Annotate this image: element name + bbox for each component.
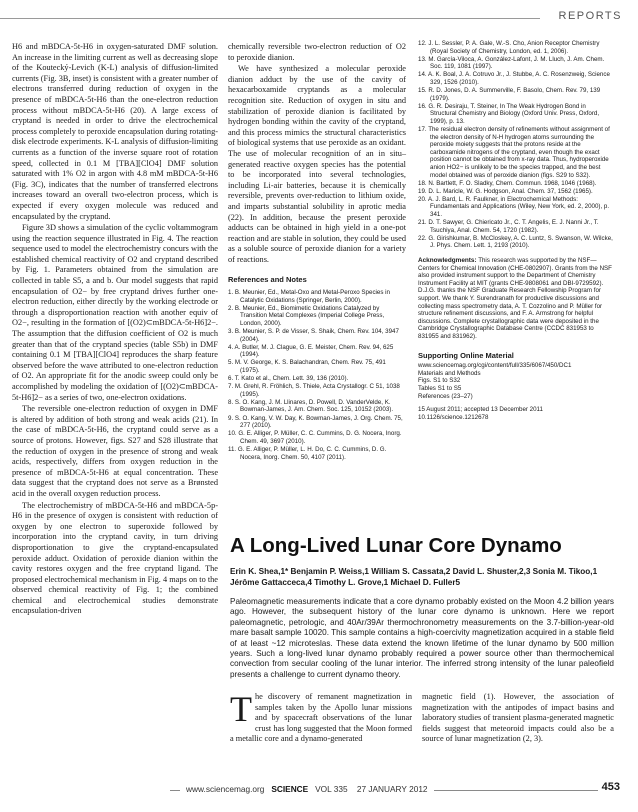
reference-item: 12. J. L. Sessler, P. A. Gale, W.-S. Cho, Anion Receptor Chemistry (Royal Society of Chemistry, London, ed. 1, 2006). — [418, 40, 600, 55]
reference-item: 5. M. V. George, K. S. Balachandran, Chem. Rev. 75, 491 (1975). — [228, 359, 386, 374]
som-list — [418, 362, 614, 400]
header-rule — [0, 18, 540, 19]
footer-url[interactable]: www.sciencemag.org — [186, 784, 265, 794]
som-item: Materials and Methods — [418, 369, 481, 377]
reference-item: 20. A. J. Bard, L. R. Faulkner, in Electrochemical Methods: Fundamentals and Applications (Wiley, New York, ed. 2, 2000), p. 341. — [418, 195, 610, 219]
body-text: he discovery of remanent magnetization in samples taken by the Apollo lunar missions and by spacecraft observations of the lunar crust has long suggested that the Moon formed a metallic core and a dynamo-generated — [230, 692, 412, 744]
reference-item: 18. N. Bartlett, F. O. Sladky, Chem. Commun. 1968, 1046 (1968). — [418, 179, 597, 187]
reference-item: 1. B. Meunier, Ed., Metal-Oxo and Metal-Peroxo Species in Catalytic Oxidations (Springer, Berlin, 2000). — [228, 289, 390, 304]
publication-dates — [418, 406, 614, 422]
received-accepted: 15 August 2011; accepted 13 December 2011 — [418, 406, 543, 414]
reference-item: 15. R. D. Jones, D. A. Summerville, F. Basolo, Chem. Rev. 79, 139 (1979). — [418, 87, 601, 102]
article-title: A Long-Lived Lunar Core Dynamo — [230, 534, 562, 557]
acknowledgments-label: Acknowledgments: — [418, 257, 477, 265]
download-watermark — [623, 160, 637, 620]
body-paragraph: chemically reversible two-electron reduction of O2 to peroxide dianion. — [228, 42, 406, 62]
page-number: 453 — [598, 781, 620, 793]
acknowledgments — [418, 257, 614, 341]
body-paragraph: Figure 3D shows a simulation of the cyclic voltammogram using the reaction sequence illustrated in Fig. 4. The reaction sequence used to model the electrochemistry concurs with the established chemical reactivity of O2 and cryptand described by Fig. 1. Parameters obtained from the simulation are collected in table S5, a and b. Our model suggests that rapid encapsulation of O2− by free cryptand drives further one-electron reduction, either directly by the working electrode or through a disproportionation reaction with another equiv of O2−, resulting in the formation of [(O2)⊂mBDCA-5t-H6]2−. The assumption that the diffusion coefficient of O2 is much greater than that of the cryptand species (table S5b) in DMF containing 0.1 M [TBA][ClO4] reproduces the sharp feature observed before the wave attributed to one-electron reduction of O2. An appropriate fit for the anodic sweep could only be accomplished by modeling the oxidation of [(O2)⊂mBDCA-5t-H6]2− as a series of two, one-electron oxidations. — [12, 223, 218, 402]
page-header — [0, 8, 638, 34]
reference-item: 9. S. O. Kang, V. W. Day, K. Bowman-James, J. Org. Chem. 75, 277 (2010). — [228, 414, 403, 430]
reference-list — [228, 289, 406, 461]
footer-journal: SCIENCE — [271, 784, 309, 794]
reference-item: 10. G. E. Alliger, P. Müller, C. C. Cummins, D. G. Nocera, Inorg. Chem. 49, 3697 (2010). — [228, 430, 402, 445]
body-paragraph: We have synthesized a molecular peroxide dianion adduct by the use of the cavity of hexacarboxamide cryptands as a molecular recognition site. Reduction of oxygen in situ and stabilization of peroxide dianion is facilitated by hydrogen bonding within the cavity of the cryptand, and this process mimics the structural characteristics of biological systems that use peroxide as an oxidant. The use of molecular recognition of an in situ–generated reactive oxygen species has the potential to be incorporated into several technologies, including Li-air batteries, because it is chemically reversible, prevents over-reduction to lithium oxide, and imparts substantial solubility in aprotic media (22). In addition, because the present peroxide adducts can be obtained in high yield in a one-pot reaction and are stable in solution, they could be used as a soluble source of peroxide dianion for a variety of reactions. — [228, 64, 406, 264]
abstract: Paleomagnetic measurements indicate that a core dynamo probably existed on the Moon 4.2 billion years ago. However, the subsequent history of the lunar core dynamo is unknown. Here we report paleomagnetic, petrologic, and 40Ar/39Ar thermochronometry measurements on the 3.7-billion-year-old mare basalt sample 10020. This sample contains a high-coercivity magnetization acquired in a stable field of at least ~12 microteslas. These data extend the known lifetime of the lunar dynamo by 500 million years. Such a long-lived lunar dynamo probably required a power source other than thermochemical convection from secular cooling of the lunar interior. The inferred strong intensity of the lunar paleofield presents a challenge to current dynamo theory. — [230, 597, 614, 679]
reference-item: 21. D. T. Sawyer, G. Chiericato Jr., C. T. Angelis, E. J. Nanni Jr., T. Tsuchiya, Anal. Chem. 54, 1720 (1982). — [418, 219, 599, 234]
reference-item: 2. B. Meunier, Ed., Biomimetic Oxidations Catalyzed by Transition Metal Complexes (Imperial College Press, London, 2000). — [228, 304, 385, 327]
page-footer — [0, 781, 638, 808]
body-paragraph: H6 and mBDCA-5t-H6 in oxygen-saturated DMF solution. An increase in the limiting current as well as decreasing slope of the Koutecký-Levich (K-L) analysis of diffusion-limited currents (Fig. 3B, inset) is consistent with a greater number of electrons transferred during reduction of oxygen in the presence of mBDCA-5t-H6 than the one-electron reduction process without mBDCA-5t-H6 (20). A large excess of cryptand is needed in order to drive the electrochemical process completely to peroxide encapsulation during rotating-disk electrode experiments. K-L analysis of diffusion-limiting currents as a function of the inverse square root of rotation speed, collected in 0.1 M [TBA][ClO4] DMF solution saturated with 1% O2 in argon with 4.8 mM mBDCA-5t-H6 (Fig. 3C), indicates that the number of transferred electrons increases toward an overall two-electron process, which is expected if every oxygen molecule was reduced and encapsulated by the cryptand. — [12, 42, 218, 221]
body-paragraph: The electrochemistry of mBDCA-5t-H6 and mBDCA-5p-H6 in the presence of oxygen is consistent with reduction of oxygen by one electron to superoxide followed by incorporation into the cryptand cavity, in turn driving disproportionation to give the cryptand-encapsulated peroxide adduct. Oxidation of peroxide dianion within the cavity restores oxygen and the free cryptand ligand. The proposed electrochemical mechanism in Fig. 4 maps on to the observed chemical reactivity of Fig. 1; the combined chemical and electrochemical studies demonstrate encapsulation-driven — [12, 500, 218, 616]
footer-date: 27 JANUARY 2012 — [356, 784, 428, 794]
reference-item: 7. M. Grehl, R. Fröhlich, S. Thiele, Acta Crystallogr. C 51, 1038 (1995). — [228, 383, 400, 398]
reference-list — [418, 40, 614, 250]
reference-item: 17. The residual electron density of refinements without assignment of the electron density of N-H hydrogen atoms surrounding the peroxide moiety suggests that the protons reside at the carboxamide nitrogens of the cryptand, even though the exact position cannot be obtained from x-ray data. Thus, hydroperoxide anion HO2− is unlikely to be the species trapped, and the best model obtained was of peroxide dianion (figs. S29 to S32). — [418, 126, 610, 179]
body-paragraph: The reversible one-electron reduction of oxygen in DMF is altered by addition of both strong and weak acids (21). In the case of mBDCA-5t-H6, the cryptand could serve as a source of protons. However, figs. S27 and S28 illustrate that the reduction of oxygen in the presence of strong and weak acids, respectively, differs from oxygen reduction in the presence of mBDCA-5t-H6 at equal concentration. These data suggest that the cryptand does not serve as a Brønsted acid in the overall oxygen reduction process. — [12, 404, 218, 498]
reference-item: 16. G. R. Desiraju, T. Steiner, In The Weak Hydrogen Bond in Structural Chemistry and Biology (Oxford Univ. Press, Oxford, 1999), p. 13. — [418, 102, 600, 125]
reference-item: 14. A. K. Boal, J. A. Cotruvo Jr., J. Stubbe, A. C. Rosenzweig, Science 329, 1526 (2010). — [418, 71, 610, 86]
doi: 10.1126/science.1212678 — [418, 414, 489, 422]
column-left — [12, 42, 218, 618]
references-heading: References and Notes — [228, 275, 307, 285]
drop-cap: T — [230, 689, 252, 729]
footer-volume: VOL 335 — [315, 784, 348, 794]
reference-item: 11. G. E. Alliger, P. Müller, L. H. Do, C. C. Cummins, D. G. Nocera, Inorg. Chem. 50, 4107 (2011). — [228, 445, 387, 461]
acknowledgments-text: This research was supported by the NSF—Centers for Chemical Innovation (CHE-0802907). Grants from the NSF also provided instrument support to the Department of Chemistry Instrument Facility at MIT (grants CHE-9808061 and DBI-9729592). D.J.G. thanks the NSF Graduate Research Fellowship Program for support. We thank Y. Surendranath for productive discussions and collecting mass spectrometry data, A. T. Cozzolino and P. Müller for structure refinement discussions, and F. A. Armstrong for helpful discussions. Complete crystallographic data were deposited in the Cambridge Crystallographic Database Centre (CCDC 831953 to 831955 and 831962). — [418, 257, 612, 340]
reference-item: 13. M. García-Viloca, A. González-Lafont, J. M. Lluch, J. Am. Chem. Soc. 119, 1081 (1997). — [418, 55, 605, 71]
som-item: References (23–27) — [418, 392, 473, 400]
footer-citation — [180, 784, 434, 794]
column-middle — [228, 42, 406, 462]
reference-item: 4. A. Butler, M. J. Clague, G. E. Meister, Chem. Rev. 94, 625 (1994). — [228, 343, 394, 359]
reference-item: 22. G. Girishkumar, B. McCloskey, A. C. Luntz, S. Swanson, W. Wilcke, J. Phys. Chem. Lett. 1, 2193 (2010). — [418, 234, 613, 250]
column-right — [418, 40, 614, 422]
author-list: Erin K. Shea,1* Benjamin P. Weiss,1 William S. Cassata,2 David L. Shuster,2,3 Sonia M. Tikoo,1 Jérôme Gattacceca,4 Timothy L. Grove,1 Michael D. Fuller5 — [230, 567, 598, 587]
article-body-right: magnetic field (1). However, the association of magnetization with the antipodes of impact basins and laboratory studies of transient plasma-generated magnetic fields suggest that meteoroid impacts could also be a source of lunar magnetization (2, 3). — [422, 692, 614, 744]
article-body-left — [230, 689, 412, 745]
reference-item: 6. T. Kato et al., Chem. Lett. 39, 136 (2010). — [228, 375, 349, 383]
som-link[interactable]: www.sciencemag.org/cgi/content/full/335/6067/450/DC1 — [418, 362, 572, 370]
som-item: Figs. S1 to S32 — [418, 377, 461, 385]
reference-item: 3. B. Meunier, S. P. de Visser, S. Shaik, Chem. Rev. 104, 3947 (2004). — [228, 328, 399, 343]
reference-item: 19. D. L. Maricle, W. G. Hodgson, Anal. Chem. 37, 1562 (1965). — [418, 187, 593, 195]
reference-item: 8. S. O. Kang, J. M. Llinares, D. Powell, D. VanderVelde, K. Bowman-James, J. Am. Chem. Soc. 125, 10152 (2003). — [228, 398, 394, 414]
som-heading: Supporting Online Material — [418, 350, 514, 360]
som-item: Tables S1 to S5 — [418, 384, 462, 392]
section-label: REPORTS — [558, 10, 622, 22]
